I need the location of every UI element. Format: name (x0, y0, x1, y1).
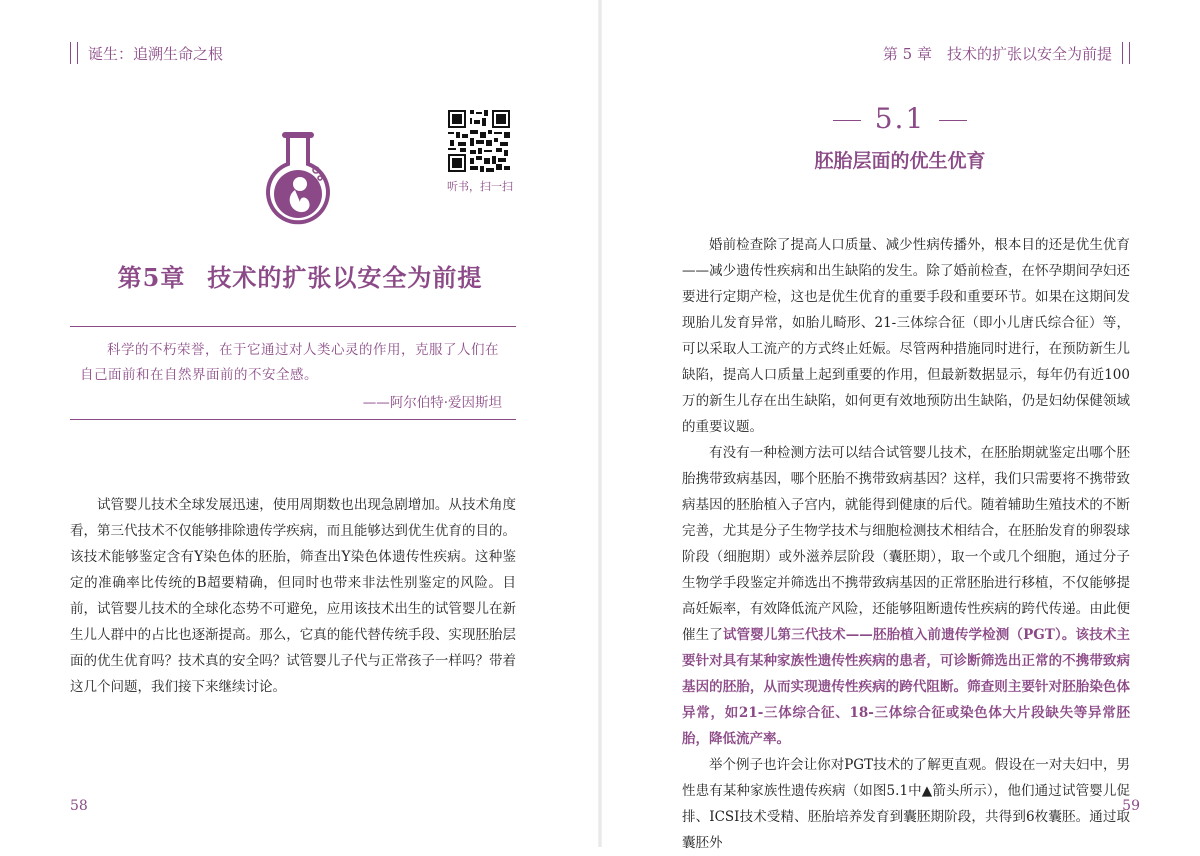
right-body (682, 232, 1130, 856)
chapter-number: 第5章 (117, 263, 186, 292)
flask-embryo-icon (256, 130, 340, 230)
page-number-right: 59 (1122, 798, 1140, 814)
section-rule (833, 120, 861, 121)
qr-code[interactable] (446, 108, 512, 174)
section-title: 胚胎层面的优生优育 (814, 150, 986, 172)
section-rule (939, 120, 967, 121)
running-head-left (70, 42, 223, 64)
running-head-text: 诞生：追溯生命之根 (88, 44, 224, 63)
body-paragraph: 婚前检查除了提高人口质量、减少性病传播外，根本目的还是优生优育——减少遗传性疾病和出生缺陷的发生。除了婚前检查，在怀孕期间孕妇还要进行定期产检，这也是优生优育的重要手段和重要环节。如果在这期间发现胎儿发育异常，如胎儿畸形、21-三体综合征（即小儿唐氏综合征）等，可以采取人工流产的方式终止妊娠。尽管两种措施同时进行，在预防新生儿缺陷，提高人口质量上起到重要的作用，但最新数据显示，每年仍有近100万的新生儿存在出生缺陷，如何更有效地预防出生缺陷，仍是妇幼保健领域的重要议题。 (682, 237, 1130, 435)
left-page (0, 0, 600, 847)
left-body (70, 492, 516, 700)
section-number (670, 102, 1130, 135)
page-number-left: 58 (70, 798, 88, 814)
chapter-title-text: 技术的扩张以安全为前提 (207, 263, 483, 292)
epigraph-text: 科学的不朽荣誉，在于它通过对人类心灵的作用，克服了人们在自己面前和在自然界面前的不安全感。 (80, 342, 499, 383)
epigraph-author: ——阿尔伯特·爱因斯坦 (362, 395, 502, 411)
section-number-text: 5.1 (874, 102, 926, 135)
running-head-right (883, 42, 1130, 64)
body-paragraph: 举个例子也许会让你对PGT技术的了解更直观。假设在一对夫妇中，男性患有某种家族性遗传疾病（如图5.1中▲箭头所示），他们通过试管婴儿促排、ICSI技术受精、胚胎培养发育到囊胚期阶段，共得到6枚囊胚。通过取囊胚外 (682, 757, 1130, 851)
qr-caption: 听书，扫一扫 (447, 180, 513, 193)
body-paragraph: 试管婴儿技术全球发展迅速，使用周期数也出现急剧增加。从技术角度看，第三代技术不仅能够排除遗传学疾病，而且能够达到优生优育的目的。该技术能够鉴定含有Y染色体的胚胎，筛查出Y染色体遗传性疾病。这种鉴定的准确率比传统的B超要精确，但同时也带来非法性别鉴定的风险。目前，试管婴儿技术的全球化态势不可避免，应用该技术出生的试管婴儿在新生儿人群中的占比也逐渐提高。那么，它真的能代替传统手段、实现胚胎层面的优生优育吗？技术真的安全吗？试管婴儿子代与正常孩子一样吗？带着这几个问题，我们接下来继续讨论。 (70, 497, 516, 695)
body-paragraph (682, 440, 1130, 752)
chapter-title (70, 258, 530, 293)
highlighted-text: 试管婴儿第三代技术——胚胎植入前遗传学检测（PGT）。该技术主要针对具有某种家族性遗传性疾病的患者，可诊断筛选出正常的不携带致病基因的胚胎，从而实现遗传性疾病的跨代阻断。筛查则主要针对胚胎染色体异常，如21-三体综合征、18-三体综合征或染色体大片段缺失等异常胚胎，降低流产率。 (682, 627, 1130, 747)
running-head-bars (70, 42, 78, 64)
right-page (600, 0, 1200, 851)
running-head-bars (1122, 42, 1130, 64)
paragraph-text: 有没有一种检测方法可以结合试管婴儿技术，在胚胎期就鉴定出哪个胚胎携带致病基因，哪个胚胎不携带致病基因？这样，我们只需要将不携带致病基因的胚胎植入子宫内，就能得到健康的后代。随着辅助生殖技术的不断完善，尤其是分子生物学技术与细胞检测技术相结合，在胚胎发育的卵裂球阶段（细胞期）或外滋养层阶段（囊胚期），取一个或几个细胞，通过分子生物学手段鉴定并筛选出不携带致病基因的正常胚胎进行移植，不仅能够提高妊娠率，有效降低流产风险，还能够阻断遗传性疾病的跨代传递。由此便催生了 (682, 445, 1130, 643)
epigraph (70, 326, 516, 420)
running-head-text: 第 5 章 技术的扩张以安全为前提 (882, 44, 1112, 63)
